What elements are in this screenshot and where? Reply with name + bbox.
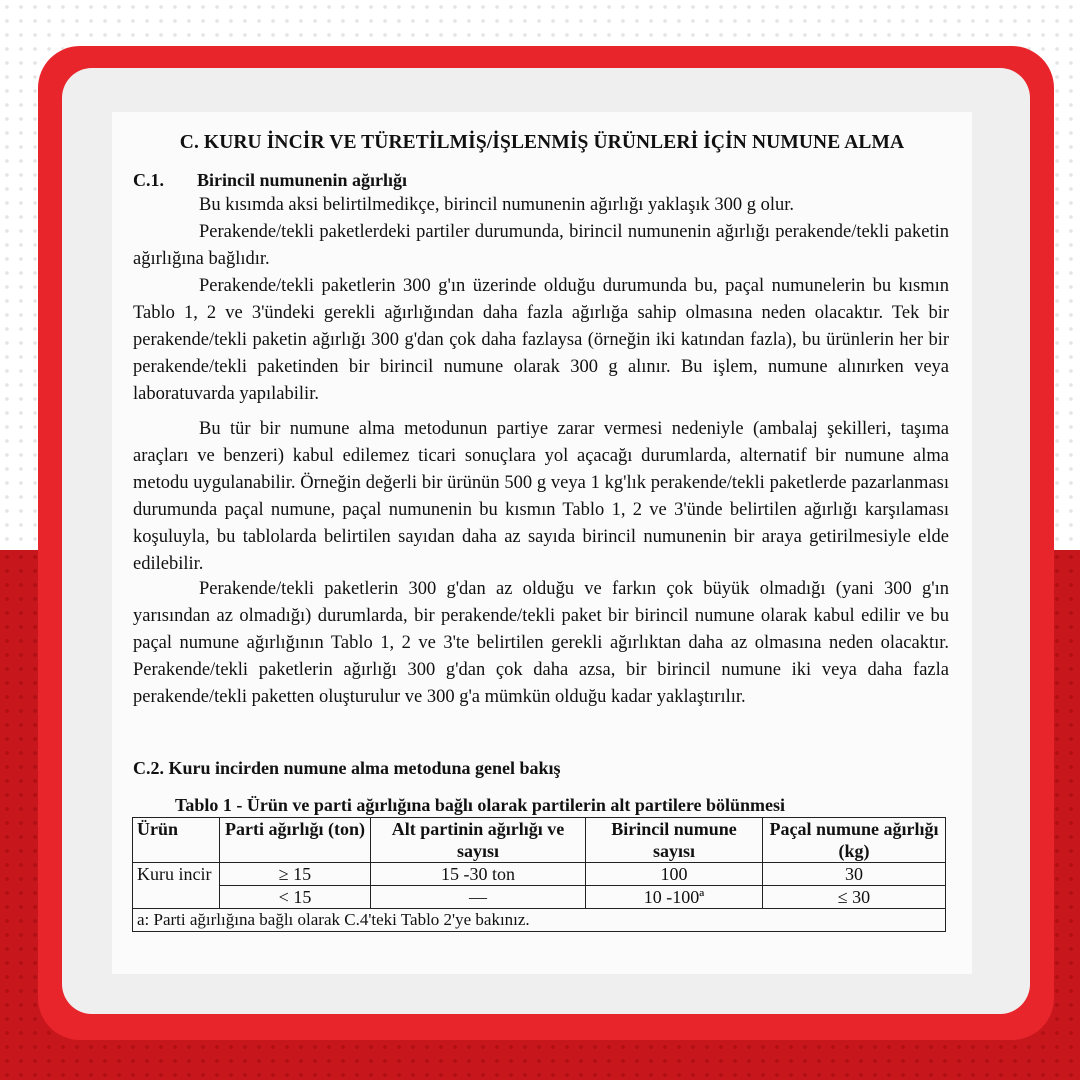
- table-row: [133, 863, 946, 886]
- table-header-cell: Parti ağırlığı (ton): [220, 818, 371, 863]
- table-row: [133, 886, 946, 909]
- data-table: [132, 817, 946, 932]
- table-header-cell: Birincil numune sayısı: [586, 818, 763, 863]
- paragraph-1: Bu kısımda aksi belirtilmedikçe, birincil numunenin ağırlığı yaklaşık 300 g olur.: [199, 195, 794, 215]
- paragraph-2: Perakende/tekli paketlerdeki partiler durumunda, birincil numunenin ağırlığı perakende/tekli paketin ağırlığına bağlıdır.: [133, 222, 949, 269]
- table-cell: < 15: [220, 886, 371, 909]
- paragraph-4: Bu tür bir numune alma metodunun partiye zarar vermesi nedeniyle (ambalaj şekilleri, taşıma araçları ve benzeri) kabul edilemez ticari sonuçlara yol açacağı durumlarda, alternatif bir numune alma metodu uygulanabilir. Örneğin değerli bir ürünün 500 g veya 1 kg'lık perakende/tekli paketlerde pazarlanması durumunda paçal numune, paçal numunenin bu kısmın Tablo 1, 2 ve 3'ünde belirtilen ağırlığı karşılaması koşuluyla, bu tablolarda belirtilen sayıdan daha az sayıda birincil numunenin bir araya getirilmesiyle elde edilebilir.: [133, 419, 949, 574]
- section-heading-c2: C.2. Kuru incirden numune alma metoduna genel bakış: [133, 758, 561, 778]
- table-cell: ≤ 30: [763, 886, 946, 909]
- table-cell: —: [371, 886, 586, 909]
- table-header-cell: Alt partinin ağırlığı ve sayısı: [371, 818, 586, 863]
- table-footnote-row: [133, 909, 946, 932]
- paragraph-5: Perakende/tekli paketlerin 300 g'dan az olduğu ve farkın çok büyük olmadığı (yani 300 g'ın yarısından az olmadığı) durumlarda, bir perakende/tekli paket bir birincil numune olarak kabul edilir ve bu paçal numune ağırlığının Tablo 1, 2 ve 3'te belirtilen gerekli ağırlıktan daha az olmasına neden olacaktır. Perakende/tekli paketlerin ağırlığı 300 g'dan çok daha azsa, bir birincil numune iki veya daha fazla perakende/tekli paketten oluşturulur ve 300 g'a mümkün olduğu kadar yaklaştırılır.: [133, 579, 949, 707]
- paragraph-3: Perakende/tekli paketlerin 300 g'ın üzerinde olduğu durumunda bu, paçal numunelerin bu kısmın Tablo 1, 2 ve 3'ündeki gerekli ağırlığından daha fazla ağırlığa sahip olmasına neden olacaktır. Tek bir perakende/tekli paketin ağırlığı 300 g'dan çok daha fazlaysa (örneğin iki katından fazla), bu ürünlerin her bir perakende/tekli paketinden bir birincil numune olarak 300 g alınır. Bu işlem, numune alınırken veya laboratuvarda yapılabilir.: [133, 276, 949, 404]
- table-cell: 10 -100ª: [586, 886, 763, 909]
- section-title: Birincil numunenin ağırlığı: [197, 170, 408, 190]
- table-cell-product: Kuru incir: [133, 863, 220, 909]
- table-header-cell: Paçal numune ağırlığı (kg): [763, 818, 946, 863]
- table-header-cell: Ürün: [133, 818, 220, 863]
- table-cell: 15 -30 ton: [371, 863, 586, 886]
- table-footnote: a: Parti ağırlığına bağlı olarak C.4'teki Tablo 2'ye bakınız.: [133, 909, 946, 932]
- table-header-row: [133, 818, 946, 863]
- section-number: C.1.: [133, 170, 164, 190]
- document-page: [112, 112, 972, 974]
- document-title: C. KURU İNCİR VE TÜRETİLMİŞ/İŞLENMİŞ ÜRÜNLERİ İÇİN NUMUNE ALMA: [179, 132, 905, 153]
- section-heading-c1: [133, 170, 407, 191]
- table-caption: Tablo 1 - Ürün ve parti ağırlığına bağlı olarak partilerin alt partilere bölünmesi: [175, 795, 786, 815]
- table-cell: 100: [586, 863, 763, 886]
- table-cell: ≥ 15: [220, 863, 371, 886]
- table-cell: 30: [763, 863, 946, 886]
